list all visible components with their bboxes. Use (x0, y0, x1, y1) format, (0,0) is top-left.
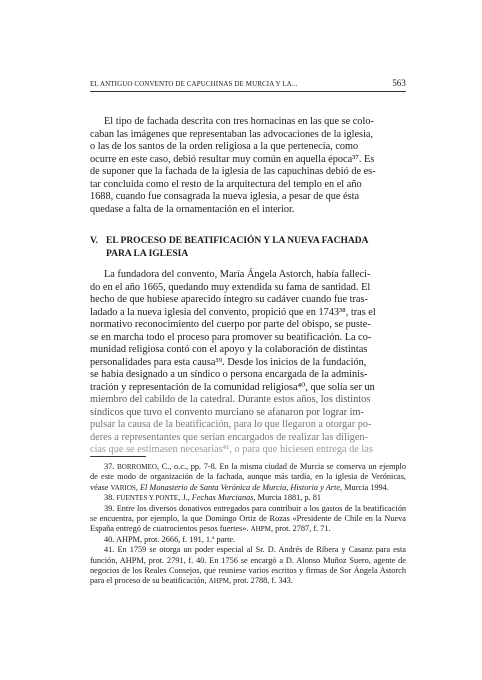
footnote-text: , prot. 2788, f. 343. (229, 576, 293, 586)
footnote-text: , Murcia 1881, p. 81 (253, 493, 322, 503)
paragraph-beatificacion (90, 269, 406, 457)
paragraph-fachada (90, 116, 406, 216)
footnotes (90, 462, 406, 587)
paragraph-line: El tipo de fachada descrita con tres hornacinas en las que se colo- (104, 116, 374, 127)
footnote-author: VARIOS (110, 483, 136, 492)
paragraph-line: cias que se estimasen necesarias⁴¹, o para que hiciesen entrega de las (90, 444, 373, 455)
paragraph-line: caban las imágenes que representaban las advocaciones de la iglesia, (90, 128, 374, 140)
paragraph-line: de suponer que la fachada de la iglesia de las capuchinas debió de es- (90, 166, 376, 177)
footnote-40 (90, 535, 406, 545)
footnote-title: Fechas Murcianas (191, 493, 254, 503)
paragraph-line: ladado a la nueva iglesia del convento, propició que en 1743³⁸, tras el (90, 306, 376, 318)
paragraph-line: ocurre en este caso, debió resultar muy común en aquella época³⁷. Es (90, 153, 375, 165)
footnote-number: 37. (104, 462, 115, 471)
footnote-number: 41. (104, 545, 115, 555)
section-number: V. (90, 236, 99, 246)
footnote-text: , C., o.c., pp. 7-8. En la misma ciudad de Murcia se conserva un ejemplo de este modo de organización de la fachada, aunque más tardía, en la iglesia de Verónicas, véase (90, 462, 406, 492)
paragraph-line: deres a representantes que serían encargados de realizar las diligen- (90, 431, 368, 443)
paragraph-line: La fundadora del convento, María Ángela Astorch, había falleci- (104, 269, 371, 280)
footnote-41 (90, 545, 406, 587)
paragraph-line: normativo reconocimiento del cuerpo por parte del obispo, se puste- (90, 319, 371, 330)
footnote-text: Entre los diversos donativos entregados para contribuir a los gastos de la beatificación se encuentra, por ejemplo, la que Domingo Ortiz de Rozas «Presidente de Chile en la Nueva España entregó de cuatrocientos pesos fuertes». (90, 503, 406, 534)
page-number: 563 (392, 78, 406, 88)
running-title: EL ANTIGUO CONVENTO DE CAPUCHINAS DE MURCIA Y LA... (90, 80, 298, 88)
section-title-line1: EL PROCESO DE BEATIFICACIÓN Y LA NUEVA FACHADA (106, 236, 369, 246)
section-title-line2: PARA LA IGLESIA (106, 248, 189, 259)
paragraph-line: personalidades para esta causa³⁹. Desde los inicios de la fundación, (90, 356, 367, 368)
paragraph-line: munidad religiosa contó con el apoyo y la colaboración de distintas (90, 344, 368, 355)
paragraph-line: quedase a falta de la ornamentación en el interior. (90, 203, 295, 215)
footnote-text: , Murcia 1994. (340, 482, 389, 492)
paragraph-line: pulsar la causa de la beatificación, para lo que llegaron a otorgar po- (90, 419, 372, 430)
footnote-author: FUENTES Y PONTE (116, 494, 179, 503)
footnote-title: El Monasterio de Santa Verónica de Murcia, Historia y Arte (139, 482, 341, 492)
footnote-text: AHPM, prot. 2666, f. 191, 1.ª parte. (116, 534, 236, 544)
running-header (90, 80, 406, 92)
paragraph-line: tración y representación de la comunidad religiosa⁴⁰, que solía ser un (90, 381, 375, 393)
footnote-number: 40. (104, 534, 115, 544)
paragraph-line: 1688, cuando fue consagrada la nueva iglesia, a pesar de que ésta (90, 191, 360, 202)
paragraph-line: do en el año 1665, quedando muy extendida su fama de santidad. El (90, 281, 371, 293)
footnote-37: 37. BORROMEO, C., o.c., pp. 7-8. En la misma ciudad de Murcia se conserva un ejemplo de este modo de organización de la fachada, aunque más tardía, en la iglesia de Verónicas, véase VARIOS, El Monasterio de Santa Verónica de Murcia, Historia y Arte, Murcia 1994. (90, 462, 406, 492)
footnote-archive: AHPM (250, 525, 271, 534)
footnote-text: , prot. 2787, f. 71. (270, 524, 331, 534)
footnote-38 (90, 493, 406, 503)
paragraph-line: hecho de que hubiese aparecido íntegro su cadáver cuando fue tras- (90, 294, 368, 305)
paragraph-line: síndicos que tuvo el convento murciano se afanaron por lograr im- (90, 406, 364, 418)
section-heading (90, 235, 406, 260)
paragraph-line: o las de los santos de la orden religiosa a la que pertenecía, como (90, 141, 359, 152)
footnote-number: 39. (104, 503, 115, 513)
footnote-text: En 1759 se otorga un poder especial al Sr. D. Andrés de Ribera y Casanz para esta función, AHPM, prot. 2791, f. 40. En 1756 se encargó a D. Alonso Muñoz Suero, agente de negocios de los Reales Consejos, que reuniese varios escritos y firmas de Sor Ángela Astorch para el proceso de su beatificación, (90, 545, 406, 586)
paragraph-line: tar concluida como el resto de la arquitectura del templo en el año (90, 178, 362, 190)
paragraph-line: se en marcha todo el proceso para promover su beatificación. La co- (90, 331, 372, 343)
footnote-39 (90, 504, 406, 535)
footnote-archive: AHPM (208, 577, 230, 586)
footnote-author: BORROMEO (117, 463, 157, 471)
paragraph-line: se había designado a un síndico o persona encargada de la adminis- (90, 369, 368, 380)
paragraph-line: miembro del cabildo de la catedral. Durante estos años, los distintos (90, 394, 371, 405)
footnote-text: , J., (178, 493, 192, 503)
footnote-number: 38. (104, 493, 115, 503)
footnote-divider (90, 456, 146, 457)
